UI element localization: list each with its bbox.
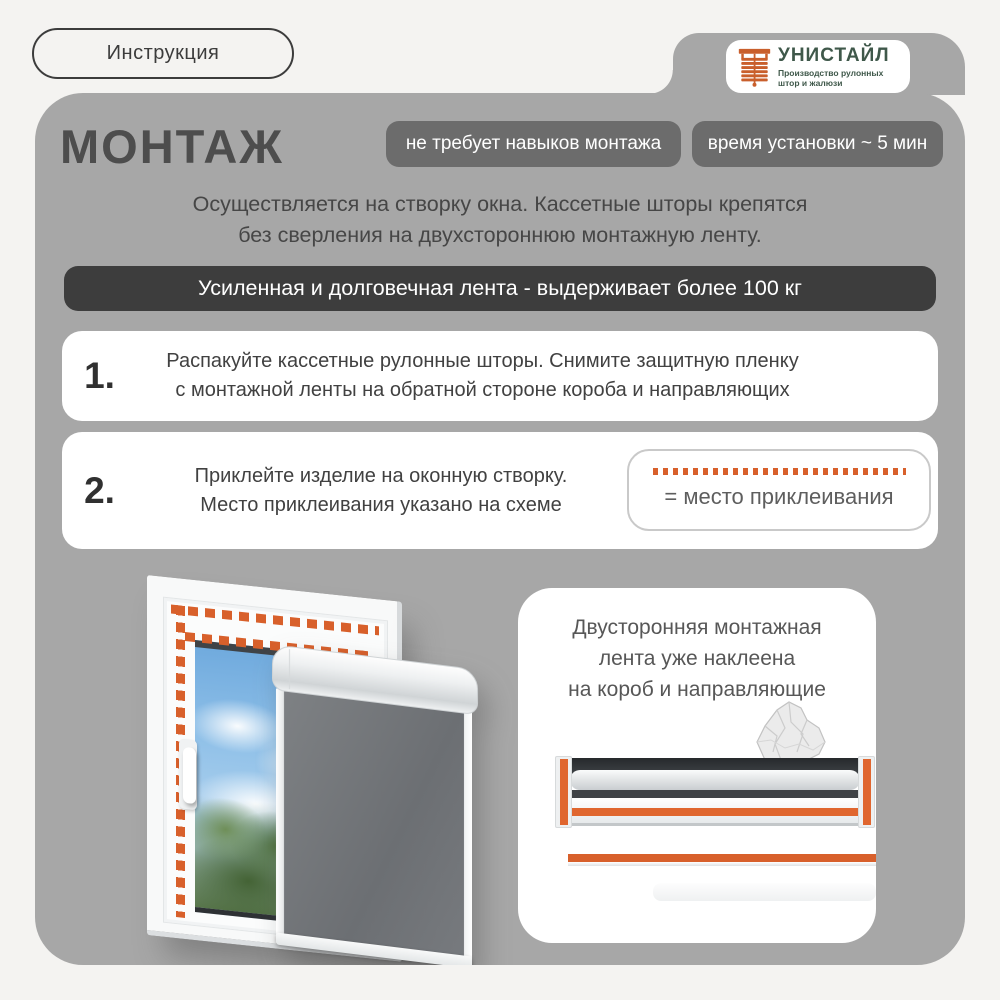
tape-note-card [518,588,876,943]
step-1-text [137,347,938,405]
cassette-tape-strip [572,808,858,816]
tape-dashes-icon [653,468,906,475]
intro-text [35,189,965,251]
page-title: МОНТАЖ [60,120,284,173]
instruction-pill-label: Инструкция [106,42,220,64]
logo-title: УНИСТАЙЛ [778,44,890,66]
intro-line-2: без сверления на двухстороннюю монтажную ленту. [238,223,762,247]
note-line-1: Двусторонняя монтажная [572,616,822,639]
badge-install-time-label: время установки ~ 5 мин [707,133,928,154]
step-2-line-2: Место приклеивания указано на схеме [200,493,562,516]
intro-line-1: Осуществляется на створку окна. Кассетные шторы крепятся [192,192,808,216]
protective-film-icon [751,700,831,762]
glue-spot-legend-label: = место приклеивания [664,484,894,509]
step-1-card [62,331,938,421]
guide-rail-with-tape [568,852,876,866]
cassette-end-cap-left [555,756,572,828]
blind-guide-right [463,711,472,962]
note-line-3: на короб и направляющие [568,678,826,701]
step-1-line-2: с монтажной ленты на обратной стороне короба и направляющих [175,379,790,401]
logo-text [778,46,890,88]
brand-logo [726,40,910,93]
rail-tape-strip [568,854,876,862]
glue-spot-legend [627,449,931,531]
cassette-body [570,756,860,828]
logo-subtitle-line-1: Производство рулонных [778,67,884,78]
rail-body [568,862,876,866]
cassette-slot [570,790,860,798]
step-2-text [137,462,625,520]
badge-no-skills [386,121,681,167]
blind-fabric [284,689,464,957]
panel-tab-fillet [649,70,674,95]
step-2-card [62,432,938,549]
cassette-back-view [555,756,875,828]
end-cap-tape-right [863,759,871,825]
note-line-2: лента уже наклеена [598,647,796,670]
cassette-bottom-edge [570,823,860,826]
tape-strength-banner [64,266,936,311]
cassette-roller-tube [570,770,860,790]
instruction-pill [32,28,294,79]
step-1-line-1: Распакуйте кассетные рулонные шторы. Снимите защитную пленку [166,350,799,372]
note-text [518,612,876,705]
step-2-line-1: Приклейте изделие на оконную створку. [194,464,568,487]
window-handle [183,747,196,804]
badge-no-skills-label: не требует навыков монтажа [405,133,662,154]
logo-subtitle-line-2: штор и жалюзи [778,77,843,88]
roller-blind-illustration [272,644,478,965]
step-1-number: 1. [84,355,115,396]
banner-label: Усиленная и долговечная лента - выдерживает более 100 кг [197,276,803,300]
main-panel [35,93,965,965]
blinds-icon [738,46,771,88]
cassette-end-cap-right [858,756,875,828]
logo-subtitle [778,68,890,88]
end-cap-tape-left [560,759,568,825]
step-2-number: 2. [84,469,115,511]
badge-install-time [692,121,943,167]
guide-rail-plain [653,883,876,901]
